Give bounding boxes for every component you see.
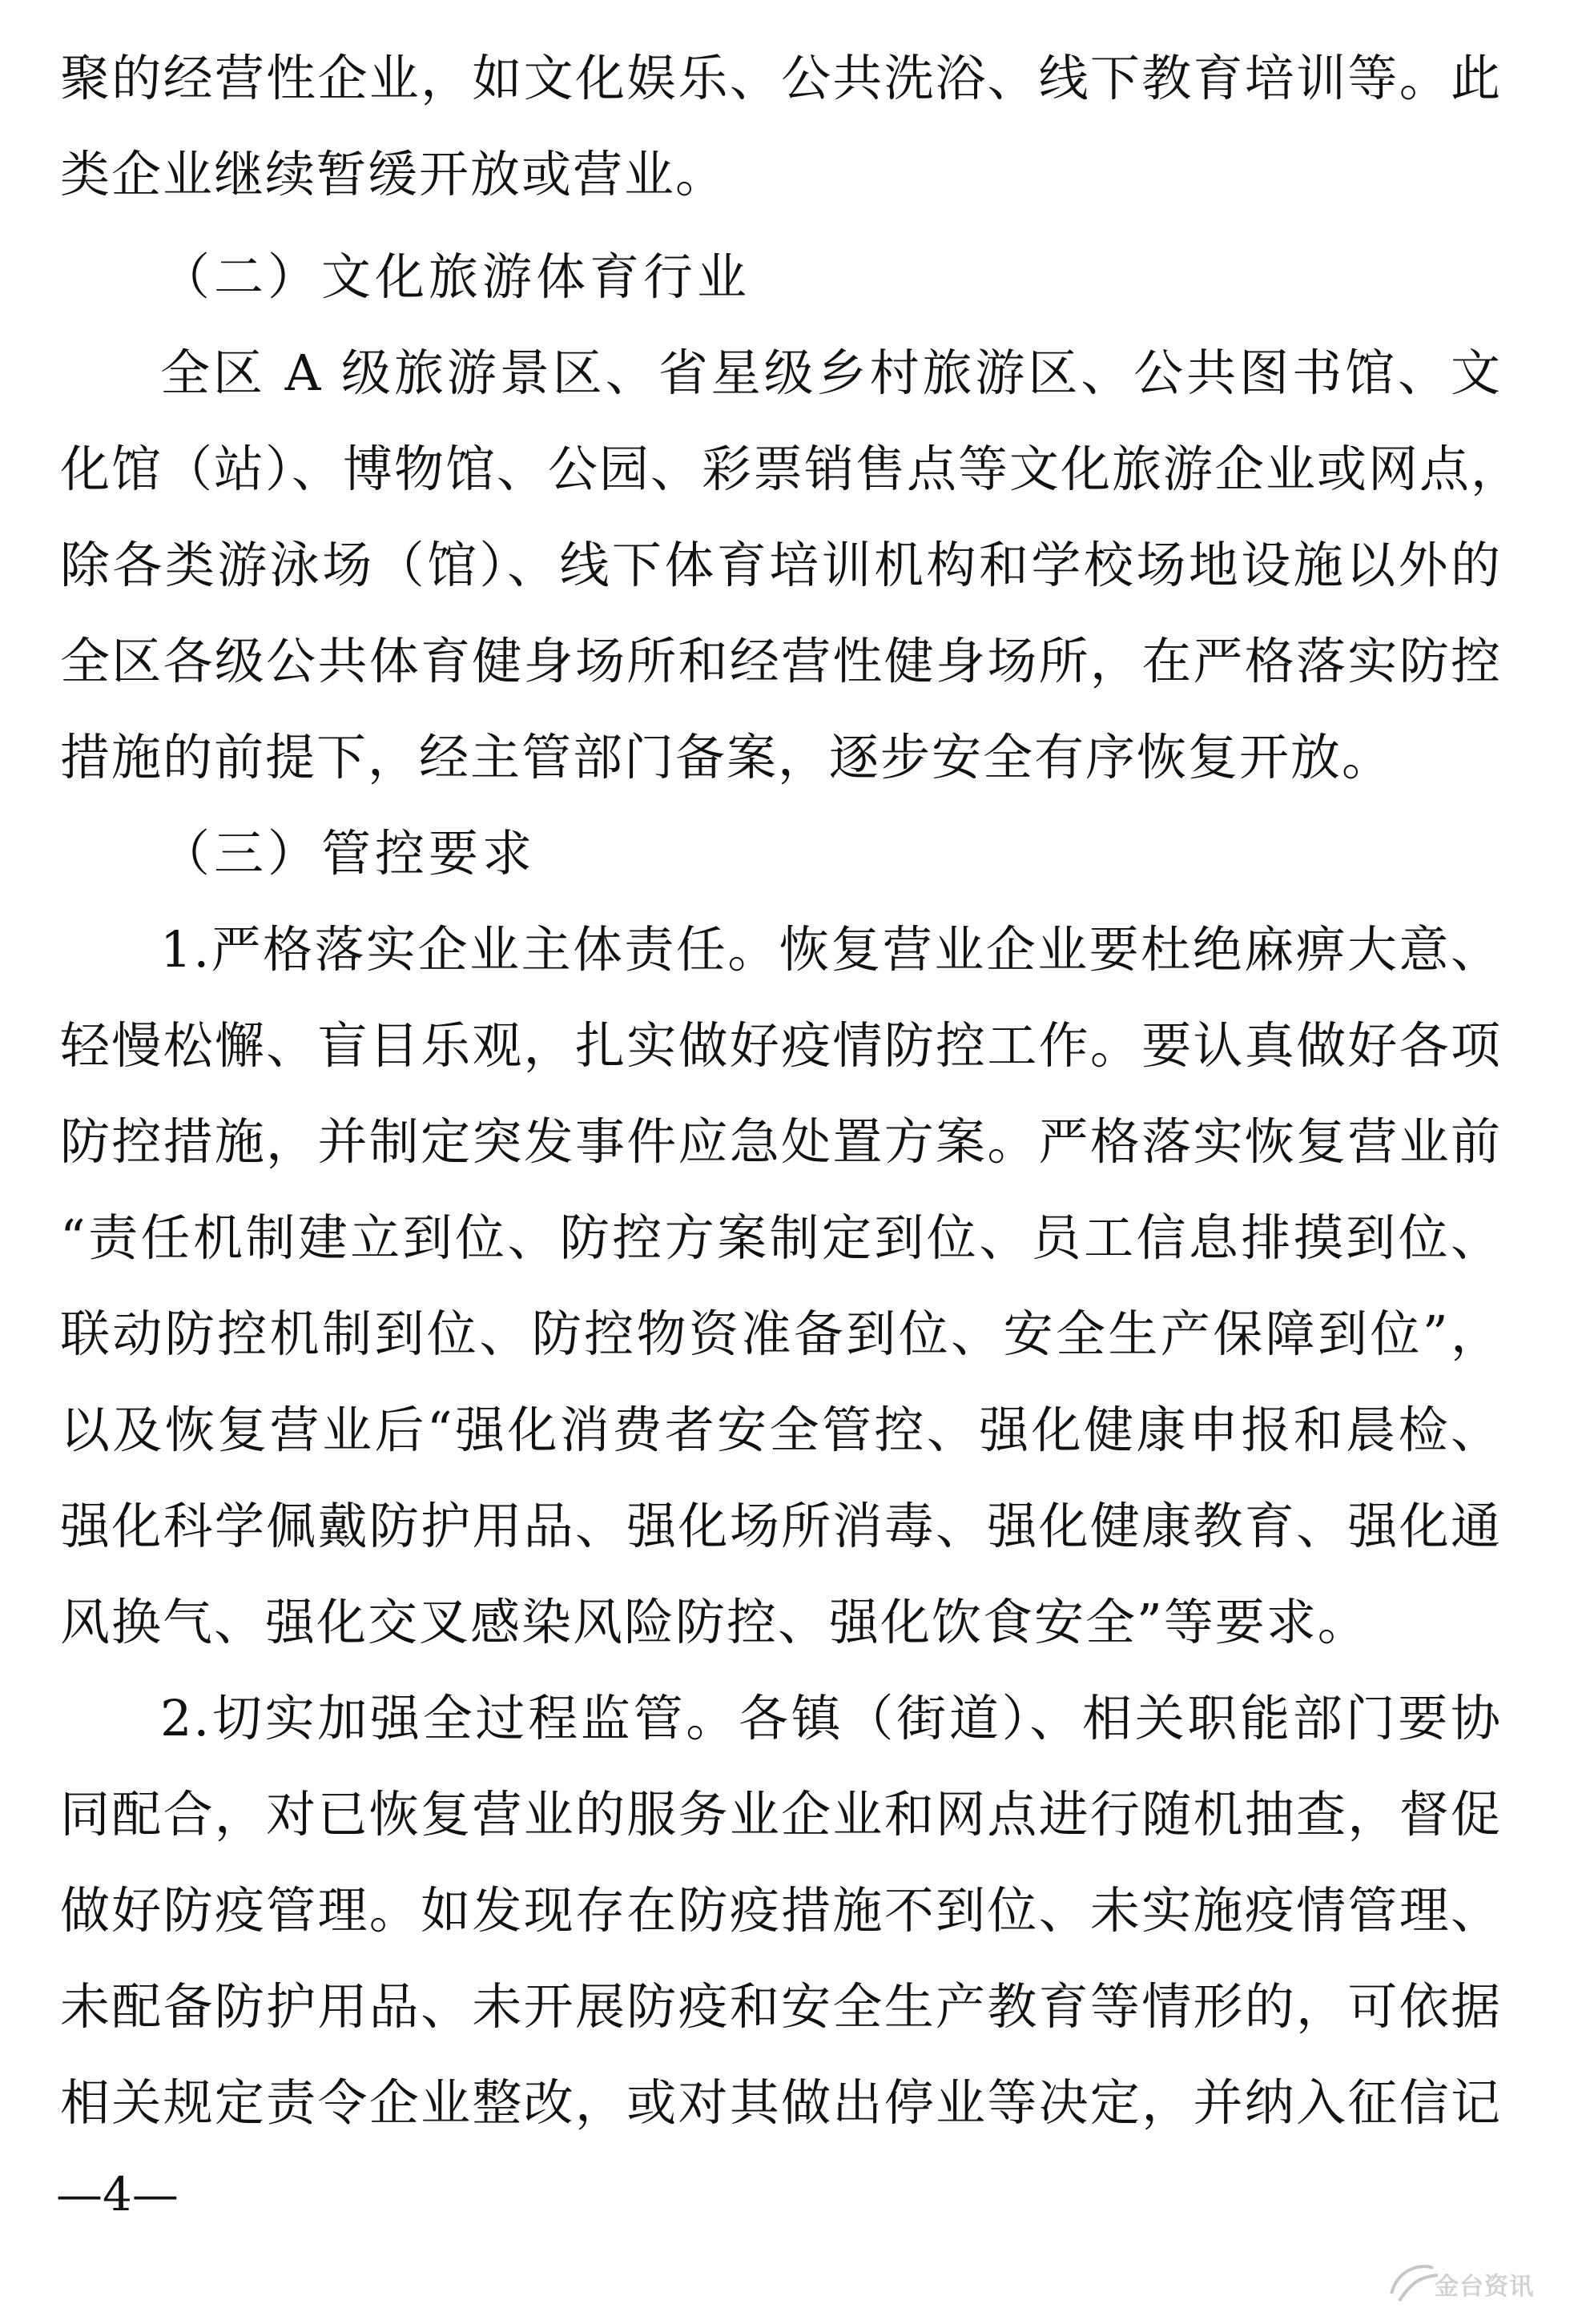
body-text-line: 聚的经营性企业，如文化娱乐、公共洗浴、线下教育培训等。此: [60, 49, 1502, 107]
section-heading-culture-tourism-sports: （二）文化旅游体育行业: [160, 247, 751, 306]
body-text-line: 做好防疫管理。如发现存在防疫措施不到位、未实施疫情管理、: [60, 1881, 1502, 1940]
body-text-line: 相关规定责令企业整改，或对其做出停业等决定，并纳入征信记: [60, 2073, 1502, 2132]
body-text-line: “责任机制建立到位、防控方案制定到位、员工信息排摸到位、: [60, 1208, 1502, 1267]
section-heading-control-requirements: （三）管控要求: [160, 824, 537, 883]
body-text-line: 措施的前提下，经主管部门备案，逐步安全有序恢复开放。: [60, 728, 1394, 786]
body-text-line: 轻慢松懈、盲目乐观，扎实做好疫情防控工作。要认真做好各项: [60, 1016, 1502, 1075]
body-text-line: 防控措施，并制定突发事件应急处置方案。严格落实恢复营业前: [60, 1112, 1502, 1171]
body-text-line: 联动防控机制到位、防控物资准备到位、安全生产保障到位”，: [60, 1305, 1502, 1363]
body-text-line: 同配合，对已恢复营业的服务业企业和网点进行随机抽查，督促: [60, 1785, 1502, 1844]
body-text-line: 风换气、强化交叉感染风险防控、强化饮食安全”等要求。: [60, 1593, 1369, 1651]
body-text-line: 全区 A 级旅游景区、省星级乡村旅游区、公共图书馆、文: [160, 344, 1502, 402]
watermark-logo-icon: [1383, 2255, 1568, 2311]
body-text-line: 全区各级公共体育健身场所和经营性健身场所，在严格落实防控: [60, 632, 1502, 690]
page-number: —4—: [56, 2167, 179, 2221]
svg-text:金台资讯: 金台资讯: [1435, 2273, 1534, 2301]
body-text-line: 除各类游泳场（馆）、线下体育培训机构和学校场地设施以外的: [60, 536, 1502, 594]
body-text-line: 以及恢复营业后“强化消费者安全管控、强化健康申报和晨检、: [60, 1401, 1502, 1459]
body-text-line: 1.严格落实企业主体责任。恢复营业企业要杜绝麻痹大意、: [160, 920, 1502, 979]
body-text-line: 未配备防护用品、未开展防疫和安全生产教育等情形的，可依据: [60, 1977, 1502, 2036]
body-text-line: 2.切实加强全过程监管。各镇（街道）、相关职能部门要协: [160, 1689, 1502, 1747]
body-text-line: 类企业继续暂缓开放或营业。: [60, 145, 727, 203]
body-text-line: 强化科学佩戴防护用品、强化场所消毒、强化健康教育、强化通: [60, 1497, 1502, 1555]
body-text-line: 化馆（站）、博物馆、公园、彩票销售点等文化旅游企业或网点，: [60, 440, 1523, 498]
